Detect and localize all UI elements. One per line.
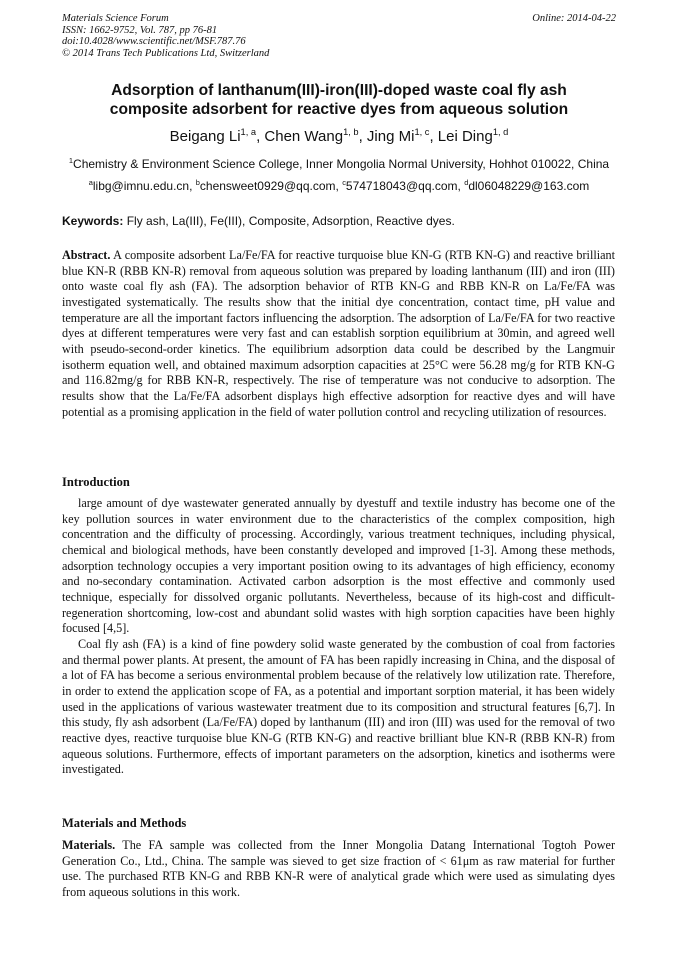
- author: [170, 128, 265, 145]
- email-address[interactable]: 574718043@qq.com: [345, 179, 458, 193]
- author-separator: ,: [256, 128, 265, 145]
- email-item: [196, 179, 342, 193]
- journal-name: Materials Science Forum: [62, 13, 169, 24]
- author-name: Beigang Li: [169, 128, 241, 145]
- materials-label: Materials.: [62, 838, 116, 852]
- email-separator: ,: [189, 179, 196, 193]
- email-item: [342, 179, 464, 193]
- materials-paragraph: [62, 838, 615, 901]
- paragraph: large amount of dye wastewater generated annually by dyestuff and textile industry has become one of the key pollution sources in water environment due to the characteristics of the complex composition, high concentration and the difficulty of processing. Accordingly, various treatment techniques, including physical, chemical and biological methods, have been constantly developed and improved [1-3]. Among these methods, adsorption technology occupies a very important position owing to its advantages of high efficiency, economy and no-secondary contamination. Activated carbon adsorption is the most effective and commonly used technique, especially for dissolved organic pollutants. Nevertheless, because of its high-cost and difficult-regeneration shortcoming, low-cost and abundant solid wastes with high sorption capacities have been highly focused [4,5].: [62, 496, 615, 636]
- keywords: [62, 214, 622, 228]
- author-affil-mark: 1, b: [343, 127, 359, 137]
- online-date: Online: 2014-04-22: [532, 13, 616, 24]
- email-list: [40, 179, 638, 193]
- affiliation-mark: 1: [68, 156, 74, 165]
- affiliation-text: Chemistry & Environment Science College, Inner Mongolia Normal University, Hohhot 010022, China: [73, 157, 610, 171]
- email-separator: ,: [457, 179, 465, 193]
- abstract-label: Abstract.: [62, 248, 111, 262]
- email-mark: d: [464, 178, 469, 187]
- email-address[interactable]: chensweet0929@qq.com: [199, 179, 336, 193]
- author-name: Chen Wang: [264, 128, 344, 145]
- keywords-text: Fly ash, La(III), Fe(III), Composite, Adsorption, Reactive dyes.: [123, 214, 455, 228]
- email-item: [89, 179, 196, 193]
- keywords-label: Keywords:: [62, 214, 124, 228]
- author-separator: ,: [429, 128, 438, 145]
- title-line-1: Adsorption of lanthanum(III)-iron(III)-doped waste coal fly ash: [111, 82, 567, 99]
- email-address[interactable]: dl06048229@163.com: [468, 179, 590, 193]
- section-heading-introduction: Introduction: [62, 475, 130, 489]
- title-line-2: composite adsorbent for reactive dyes from aqueous solution: [109, 101, 569, 118]
- introduction-body: [62, 496, 615, 778]
- abstract: [62, 248, 615, 420]
- email-mark: c: [342, 178, 346, 187]
- paragraph: Coal fly ash (FA) is a kind of fine powdery solid waste generated by the combustion of coal from factories and thermal power plants. At present, the amount of FA has been rapidly increasing in China, and the disposal of a lot of FA has become a serious environmental problem because of the relatively low utilization rate. Therefore, in order to extend the application scope of FA, as a potential and important sorption material, it has been widely used in the applications of various wastewater treatment due to its composition and structural features [6,7]. In this study, fly ash adsorbent (La/Fe/FA) doped by lanthanum (III) and iron (III) was used for the removal of two reactive dyes, reactive turquoise blue KN-G (RTB KN-G) and reactive brilliant blue KN-R (RBB KN-R) from aqueous solutions. Furthermore, effects of important parameters on the adsorption, kinetics and isotherms were investigated.: [62, 636, 615, 777]
- journal-header: [62, 13, 269, 59]
- author: [438, 128, 509, 145]
- abstract-text: A composite adsorbent La/Fe/FA for reactive turquoise blue KN-G (RTB KN-G) and reactive brilliant blue KN-R (RBB KN-R) removal from aqueous solution was prepared by loading lanthanum (III) and iron (III) onto waste coal fly ash (FA). The adsorption behavior of RTB KN-G and RBB KN-R on La/Fe/FA was investigated systematically. The results show that the initial dye concentration, contact time, pH value and temperature are all the important factors influencing the adsorption. The adsorption of La/Fe/FA for two reactive dyes at different temperatures were very fast and can establish sorption equilibrium at 30min, and agreed well with pseudo-second-order kinetics. The equilibrium adsorption data could be described by the Langmuir isotherm equation well, and obtained maximum adsorption capacities at 25°C were 56.28 mg/g for RTB KN-G and 116.82mg/g for RBB KN-R, respectively. The rise of temperature was not conducive to adsorption. The results show that the La/Fe/FA adsorbent displays high effective adsorption for reactive dyes and will have potential as a promising application in the field of water pollution control and recycling utilization of resources.: [62, 248, 615, 419]
- email-separator: ,: [335, 179, 343, 193]
- email-item: [464, 179, 589, 193]
- author-affil-mark: 1, c: [414, 127, 430, 137]
- email-mark: b: [195, 178, 200, 187]
- section-heading-methods: Materials and Methods: [62, 816, 187, 830]
- copyright-line: © 2014 Trans Tech Publications Ltd, Switzerland: [62, 47, 270, 59]
- author-name: Lei Ding: [437, 128, 493, 145]
- author: [264, 128, 367, 145]
- author-affil-mark: 1, a: [240, 127, 257, 137]
- author-affil-mark: 1, d: [492, 127, 509, 137]
- author: [367, 128, 438, 145]
- author-list: [40, 128, 638, 145]
- issn-line: ISSN: 1662-9752, Vol. 787, pp 76-81: [62, 24, 218, 36]
- author-separator: ,: [358, 128, 367, 145]
- paper-title: [40, 81, 638, 119]
- email-mark: a: [88, 178, 93, 187]
- doi-line: doi:10.4028/www.scientific.net/MSF.787.76: [62, 36, 246, 47]
- email-address[interactable]: libg@imnu.edu.cn: [92, 179, 190, 193]
- materials-text: The FA sample was collected from the Inner Mongolia Datang International Togtoh Power Generation Co., Ltd., China. The sample was sieved to get size fraction of < 61μm as raw material for further use. The purchased RTB KN-G and RBB KN-R were of analytical grade which were used as simulating dyes from aqueous solutions in this work.: [62, 838, 615, 899]
- author-name: Jing Mi: [366, 128, 415, 145]
- affiliation: [40, 157, 638, 171]
